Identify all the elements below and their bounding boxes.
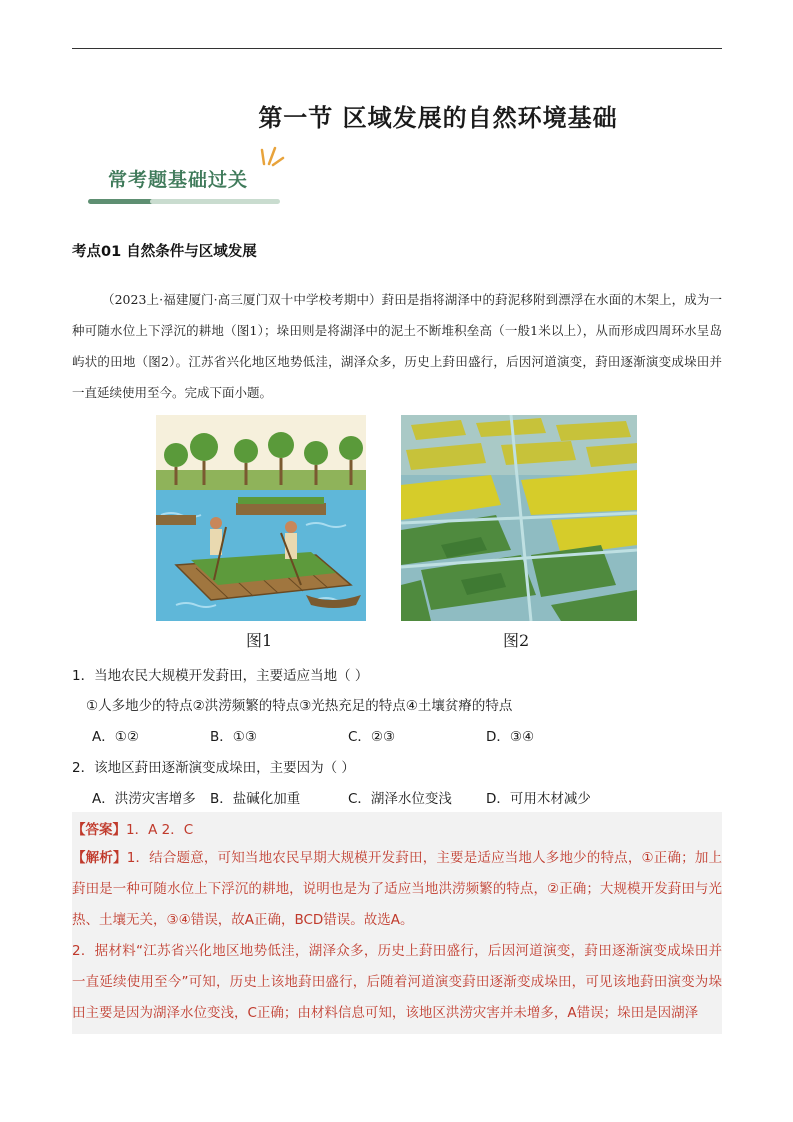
question-2-option-b: B．盐碱化加重 [210,791,301,807]
analysis-tag: 【解析】 [72,850,127,866]
figure-2-caption: 图2 [503,631,530,650]
banner-bar-light [150,199,280,204]
question-stem: （2023上·福建厦门·高三厦门双十中学校考期中）葑田是指将湖泽中的葑泥移附到漂浮在水面的木架上，成为一种可随水位上下浮沉的耕地（图1）；垛田则是将湖泽中的泥土不断堆积垒高（一般1米以上），从而形成四周环水呈岛屿状的田地（图2）。江苏省兴化地区地势低洼，湖泽众多，历史上葑田盛行，后因河道演变，葑田逐渐演变成垛田并一直延续使用至今。完成下面小题。 [72,292,722,400]
question-1-option-c: C．②③ [348,729,396,745]
answer-line [72,818,193,838]
question-2-option-d: D．可用木材减少 [486,791,591,807]
question-1-option-b: B．①③ [210,729,257,745]
answer-text: 1．A 2．C [126,822,194,838]
header-rule [72,48,722,49]
question-2-stem: 2．该地区葑田逐渐演变成垛田，主要因为（ ） [72,760,355,776]
question-1-items: ①人多地少的特点②洪涝频繁的特点③光热充足的特点④土壤贫瘠的特点 [86,698,513,714]
banner-bar [88,199,154,204]
question-1-stem: 1．当地农民大规模开发葑田，主要适应当地（ ） [72,668,369,684]
page-title: 第一节 区域发展的自然环境基础 [258,103,618,132]
question-2-option-c: C．湖泽水位变浅 [348,791,452,807]
section-heading: 考点01 自然条件与区域发展 [72,244,257,260]
analysis-text-1: 1．结合题意，可知当地农民早期大规模开发葑田，主要是适应当地人多地少的特点，①正确；加上葑田是一种可随水位上下浮沉的耕地，说明也是为了适应当地洪涝频繁的特点，②正确；大规模开发葑田与光热、土壤无关，③④错误，故A正确，BCD错误。故选A。 [72,850,722,928]
figure-1-caption: 图1 [246,631,273,650]
figure-raised-fields [401,415,637,621]
figure-floating-field [156,415,366,621]
question-1-option-d: D．③④ [486,729,535,745]
analysis-paragraph-2: 2．据材料“江苏省兴化地区地势低洼，湖泽众多，历史上葑田盛行，后因河道演变，葑田逐渐演变成垛田并一直延续使用至今”可知，历史上该地葑田盛行，后随着河道演变葑田逐渐变成垛田，可见该地葑田演变为垛田主要是因为湖泽水位变浅，C正确；由材料信息可知，该地区洪涝灾害并未增多，A错误；垛田是因湖泽 [72,943,722,1021]
analysis-paragraph-1 [72,843,722,936]
question-1-option-a: A．①② [92,729,139,745]
section-banner-label: 常考题基础过关 [108,169,249,191]
spark-icon [258,140,286,170]
question-2-option-a: A．洪涝灾害增多 [92,791,196,807]
answer-tag: 【答案】 [72,822,126,838]
